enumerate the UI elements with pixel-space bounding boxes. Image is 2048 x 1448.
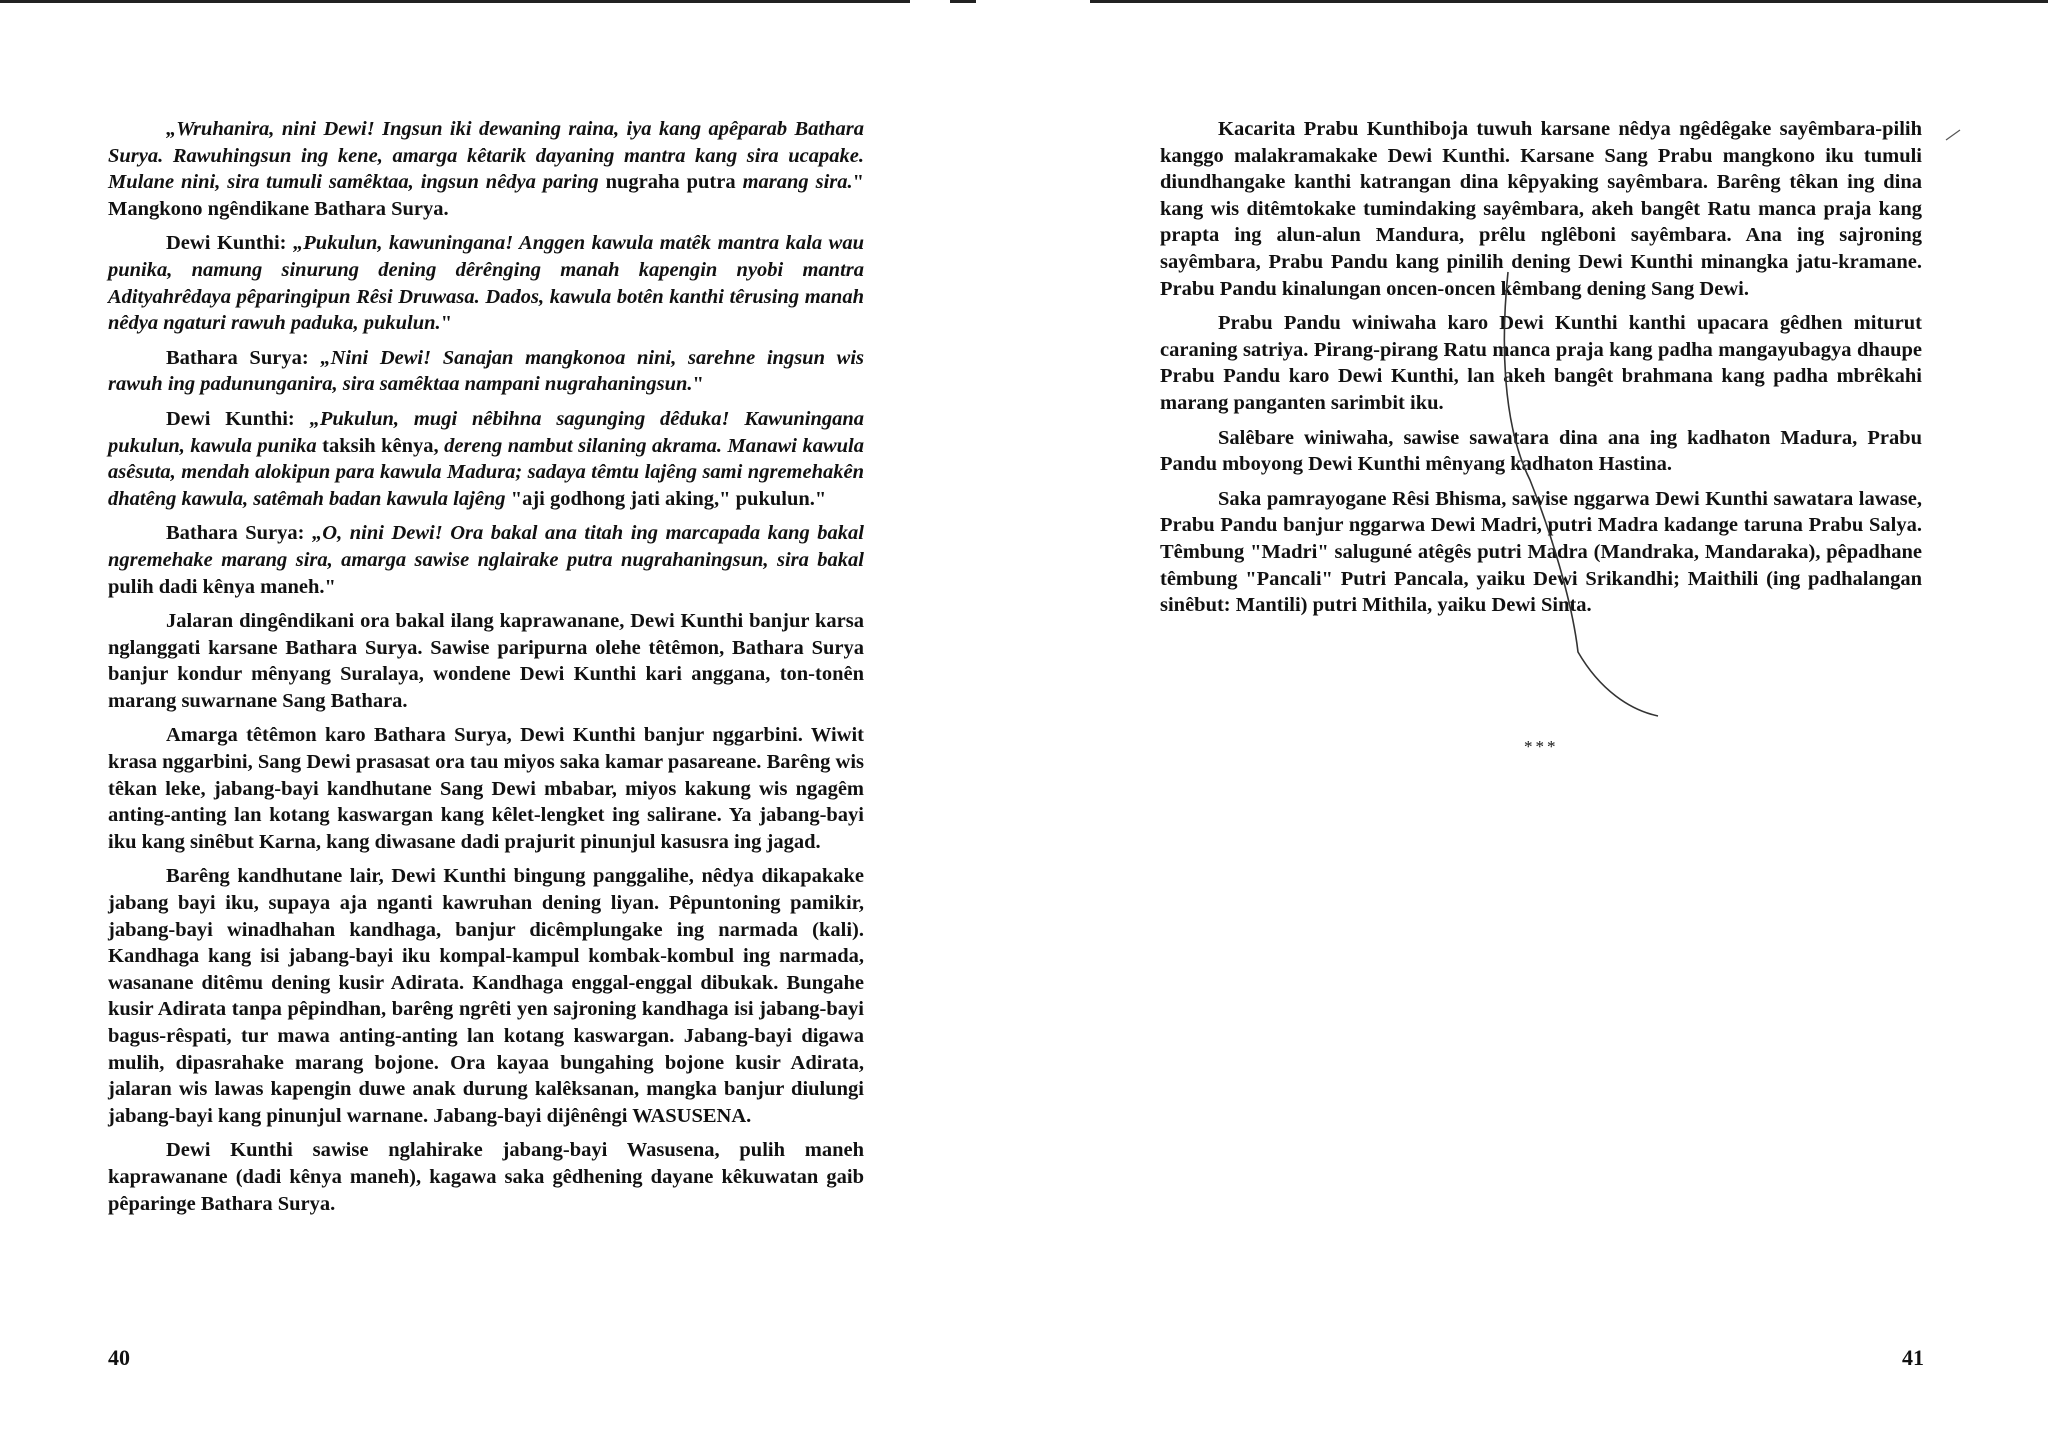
paragraph — [108, 520, 864, 600]
text-segment: "aji godhong jati aking," pukulun." — [510, 487, 827, 510]
right-page-number: 41 — [1902, 1345, 1924, 1370]
paragraph — [108, 722, 864, 855]
italic-text-segment: „Nini Dewi! Sanajan mangkonoa nini, sarehne ingsun wis rawuh ing padununganira, sira samêktaa nampani nugrahaningsun. — [108, 346, 864, 396]
paragraph — [1160, 425, 1922, 478]
text-segment: " — [440, 312, 453, 335]
text-segment: Kacarita Prabu Kunthiboja tuwuh karsane nêdya ngêdêgake sayêmbara-pilih kanggo malakramakake Dewi Kunthi. Karsane Sang Prabu mangkono iku tumuli diundhangake kanthi katrangan dina kêpyaking sayêmbara. Barêng têkan ing dina kang wis ditêmtokake tumindaking sayêmbara, akeh bangêt Ratu manca praja kang prapta ing alun-alun Mandura, prêlu nglêboni sayêmbara. Ana ing sajroning sayêmbara, Prabu Pandu kang pinilih dening Dewi Kunthi minangka jatu-kramane. Prabu Pandu kinalungan oncen-oncen kêmbang dening Sang Dewi. — [1160, 118, 1922, 300]
paragraph — [108, 1137, 864, 1217]
left-page-text — [108, 116, 864, 1225]
text-segment: Saka pamrayogane Rêsi Bhisma, sawise nggarwa Dewi Kunthi sawatara lawase, Prabu Pandu banjur nggarwa Dewi Madri, putri Madra kadange taruna Prabu Salya. Têmbung "Madri" saluguné atêgês putri Madra (Mandraka, Mandaraka), pêpadhane têmbung "Pancali" Putri Pancala, yaiku Dewi Srikandhi; Maithili (ing padhalangan sinêbut: Mantili) putri Mithila, yaiku Dewi Sinta. — [1160, 487, 1922, 617]
text-segment: Bathara Surya: — [166, 522, 313, 545]
paragraph — [108, 345, 864, 398]
text-segment: pulih dadi kênya maneh." — [108, 575, 336, 598]
text-segment: nugraha putra — [605, 171, 743, 194]
italic-text-segment: „Pukulun, kawuningana! Anggen kawula matêk mantra kala wau punika, namung sinurung dening dêrênging manah kapengin nyobi mantra Adityahrêdaya pêparingipun Rêsi Druwasa. Dados, kawula botên kanthi têrusing manah nêdya ngaturi rawuh paduka, pukulun. — [108, 232, 864, 335]
text-segment: Jalaran dingêndikani ora bakal ilang kaprawanane, Dewi Kunthi banjur karsa nglanggati karsane Bathara Surya. Sawise paripurna olehe têtêmon, Bathara Surya banjur kondur mênyang Suralaya, wondene Dewi Kunthi kari anggana, ton-tonên marang suwarnane Sang Bathara. — [108, 610, 864, 712]
right-page-text — [1160, 116, 1922, 627]
italic-text-segment: dereng nambut silaning akrama. Manawi kawula asêsuta, mendah alokipun para kawula Madura; sadaya têmtu lajêng sami ngremehakên dhatêng kawula, satêmah badan kawula lajêng — [108, 434, 864, 510]
right-page — [1024, 0, 2048, 1448]
text-segment: Dewi Kunthi: — [166, 232, 294, 255]
text-segment: Amarga têtêmon karo Bathara Surya, Dewi Kunthi banjur nggarbini. Wiwit krasa nggarbini, Sang Dewi prasasat ora tau miyos saka kamar pasareane. Barêng wis têkan leke, jabang-bayi kandhutane Sang Dewi mbabar, miyos kakung wis ngagêm anting-anting lan kotang kaswargan kang kêlet-lengket ing salirane. Ya jabang-bayi iku kang sinêbut Karna, kang diwasane dadi prajurit pinunjul kasusra ing jagad. — [108, 724, 864, 853]
text-segment: Dewi Kunthi sawise nglahirake jabang-bayi Wasusena, pulih maneh kaprawanane (dadi kênya maneh), kagawa saka gêdhening dayane kêkuwatan gaib pêparinge Bathara Surya. — [108, 1139, 864, 1215]
italic-text-segment: „Wruhanira, nini Dewi! Ingsun iki dewaning raina, iya kang apêparab Bathara Surya. Rawuhingsun ing kene, amarga kêtarik dayaning mantra kang sira ucapake. Mulane nini, sira tumuli samêktaa, ingsun nêdya paring — [108, 118, 864, 194]
paragraph — [1160, 486, 1922, 619]
text-segment: " Mangkono ngêndikane Bathara Surya. — [108, 171, 865, 220]
paragraph — [108, 406, 864, 512]
paragraph — [108, 230, 864, 336]
text-segment: Dewi Kunthi: — [166, 407, 310, 430]
section-separator: *** — [1524, 737, 1559, 756]
paragraph — [1160, 310, 1922, 416]
text-segment: Prabu Pandu winiwaha karo Dewi Kunthi kanthi upacara gêdhen miturut caraning satriya. Pirang-pirang Ratu manca praja kang padha mangayubagya dhaupe Prabu Pandu karo Dewi Kunthi, lan akeh bangêt brahmana kang padha mbrêkahi marang panganten sarimbit iku. — [1160, 312, 1922, 414]
text-segment: Salêbare winiwaha, sawise sawatara dina ana ing kadhaton Madura, Prabu Pandu mboyong Dewi Kunthi mênyang kadhaton Hastina. — [1160, 426, 1922, 476]
paragraph — [108, 608, 864, 714]
text-segment: " — [692, 373, 704, 396]
left-page-number: 40 — [108, 1345, 130, 1370]
paragraph — [108, 116, 864, 222]
text-segment: taksih kênya, — [322, 434, 445, 457]
italic-text-segment: „O, nini Dewi! Ora bakal ana titah ing marcapada kang bakal ngremehake marang sira, amarga sawise nglairake putra nugrahaningsun, sira bakal — [108, 522, 864, 571]
italic-text-segment: marang sira. — [742, 171, 853, 194]
paragraph — [108, 863, 864, 1129]
italic-text-segment: „Pukulun, mugi nêbihna sagunging dêduka! Kawuningana pukulun, kawula punika — [108, 407, 864, 457]
paragraph — [1160, 116, 1922, 302]
text-segment: Bathara Surya: — [166, 346, 321, 369]
text-segment: Barêng kandhutane lair, Dewi Kunthi bingung panggalihe, nêdya dikapakake jabang bayi iku, supaya aja nganti kawruhan dening liyan. Pêpuntoning pamikir, jabang-bayi winadhahan kandhaga, banjur dicêmplungake ing narmada (kali). Kandhaga kang isi jabang-bayi iku kompal-kampul kombak-kombul ing narmada, wasanane ditêmu dening kusir Adirata. Kandhaga enggal-enggal dibukak. Bungahe kusir Adirata tanpa pêpindhan, barêng ngrêti yen sajroning kandhaga isi jabang-bayi bagus-rêspati, tur mawa anting-anting lan kotang kaswargan. Jabang-bayi digawa mulih, dipasrahake marang bojone. Ora kayaa bungahing bojone kusir Adirata, jalaran wis lawas kapengin duwe anak durung kalêksanan, mangka banjur diulungi jabang-bayi kang pinunjul warnane. Jabang-bayi dijênêngi WASUSENA. — [108, 865, 864, 1127]
